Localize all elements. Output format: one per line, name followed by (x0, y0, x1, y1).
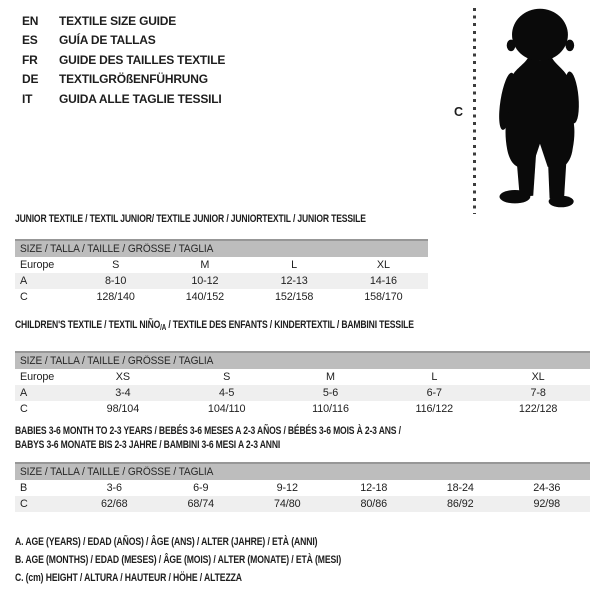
language-row (22, 51, 225, 70)
size-header-text: SIZE / TALLA / TAILLE / GRÖSSE / TAGLIA (20, 243, 214, 255)
language-row (22, 70, 225, 89)
size-value: 68/74 (158, 496, 245, 512)
size-value: 104/110 (207, 403, 246, 415)
childrens-size-table (15, 351, 590, 417)
size-value: 110/116 (312, 403, 349, 415)
size-value: 116/122 (415, 403, 454, 415)
table-row (15, 385, 590, 401)
nino-a-subscript: /A (160, 323, 167, 332)
size-value: 98/104 (106, 403, 140, 415)
size-value: 7-8 (486, 385, 590, 401)
size-header-text: SIZE / TALLA / TAILLE / GRÖSSE / TAGLIA (20, 355, 214, 367)
section-junior-textile (15, 212, 428, 305)
row-label: C (15, 496, 71, 512)
footnote-a: A. AGE (YEARS) / EDAD (AÑOS) / ÂGE (ANS) / ALTER (JAHRE) / ETÀ (ANNI) (15, 536, 318, 548)
size-value: 3-6 (106, 482, 122, 494)
babies-size-table (15, 462, 590, 512)
size-value: 6-9 (193, 482, 209, 494)
column-header: S (223, 371, 231, 383)
table-row (15, 289, 428, 305)
language-code: FR (22, 52, 38, 67)
size-value: 152/158 (274, 291, 314, 303)
language-code: DE (22, 72, 39, 87)
row-label: C (20, 403, 28, 415)
toddler-silhouette-icon (486, 6, 592, 212)
row-label: B (20, 482, 28, 494)
footnote-legend (15, 533, 423, 588)
column-header: M (200, 259, 210, 271)
section-title-line2: BABYS 3-6 MONATE BIS 2-3 JAHRE / BAMBINI 3-6 MESI A 2-3 ANNI (15, 439, 281, 451)
column-header: L (291, 259, 298, 271)
size-value: 92/98 (504, 496, 591, 512)
region-label: Europe (20, 259, 55, 271)
language-code: ES (22, 33, 38, 48)
table-row (15, 401, 590, 417)
height-measure-label: C (454, 105, 464, 119)
column-header-row (15, 369, 590, 385)
section-title: CHILDREN'S TEXTILE / TEXTIL $NIÑO_{/A}$ / TEXTILE DES ENFANTS / KINDERTEXTIL / BAMBINI TESSILE (15, 319, 414, 332)
language-row (22, 31, 225, 50)
column-header: XL (531, 371, 545, 383)
section-title-line1: BABIES 3-6 MONTH TO 2-3 YEARS / BEBÉS 3-6 MESES A 2-3 AÑOS / BÉBÉS 3-6 MOIS À 2-3 ANS / (15, 425, 401, 437)
size-value: 128/140 (96, 291, 135, 303)
size-value: 140/152 (185, 291, 225, 303)
language-row (22, 12, 225, 31)
table-row (15, 480, 590, 496)
size-header-text: SIZE / TALLA / TAILLE / GRÖSSE / TAGLIA (20, 466, 214, 478)
column-header: XS (115, 371, 130, 383)
height-figure (452, 6, 600, 214)
row-label: C (20, 291, 28, 303)
section-title: JUNIOR TEXTILE / TEXTIL JUNIOR/ TEXTILE JUNIOR / JUNIORTEXTIL / JUNIOR TESSILE (15, 213, 366, 225)
size-value: 18-24 (446, 482, 474, 494)
language-title: GUIDA ALLE TAGLIE TESSILI (59, 91, 222, 106)
region-label: Europe (20, 371, 55, 383)
size-value: 62/68 (71, 496, 158, 512)
size-value: 5-6 (279, 385, 383, 401)
footnote-b: B. AGE (MONTHS) / EDAD (MESES) / ÂGE (MOIS) / ALTER (MONATE) / ETÀ (MESI) (15, 554, 342, 567)
height-dashed-line (473, 8, 476, 214)
size-value: 4-5 (175, 385, 279, 401)
size-header-bar (15, 463, 590, 480)
size-header-bar (15, 352, 590, 369)
size-value: 12-18 (360, 482, 388, 494)
footnote-c: C. (cm) HEIGHT / ALTURA / HAUTEUR / HÖHE / ALTEZZA (15, 572, 242, 585)
size-value: 8-10 (71, 273, 160, 289)
size-value: 158/170 (364, 291, 403, 303)
language-row (22, 90, 225, 109)
table-row (15, 496, 590, 512)
row-label: A (15, 273, 71, 289)
language-title: GUÍA DE TALLAS (59, 33, 156, 48)
table-row (15, 273, 428, 289)
size-value: 10-12 (160, 273, 249, 289)
junior-size-table (15, 239, 428, 305)
section-babies-textile (15, 424, 590, 512)
language-title: GUIDE DES TAILLES TEXTILE (59, 52, 226, 67)
column-header: M (326, 371, 335, 383)
size-value: 80/86 (331, 496, 418, 512)
column-header: S (112, 259, 120, 271)
language-code: EN (22, 14, 39, 28)
size-value: 24-36 (533, 482, 561, 494)
size-value: 6-7 (382, 385, 486, 401)
language-title-list (22, 12, 225, 109)
column-header: XL (376, 259, 390, 271)
column-header: L (431, 371, 438, 383)
size-value: 74/80 (244, 496, 331, 512)
language-title: TEXTILGRÖßENFÜHRUNG (59, 72, 208, 87)
column-header-row (15, 257, 428, 273)
size-value: 12-13 (250, 273, 339, 289)
size-value: 9-12 (276, 482, 298, 494)
size-value: 86/92 (417, 496, 504, 512)
section-childrens-textile (15, 318, 590, 417)
language-code: IT (22, 91, 33, 106)
size-header-bar (15, 240, 428, 257)
size-value: 122/128 (518, 403, 558, 415)
size-value: 3-4 (71, 385, 175, 401)
language-title: TEXTILE SIZE GUIDE (59, 14, 177, 28)
row-label: A (15, 385, 71, 401)
size-value: 14-16 (339, 273, 428, 289)
